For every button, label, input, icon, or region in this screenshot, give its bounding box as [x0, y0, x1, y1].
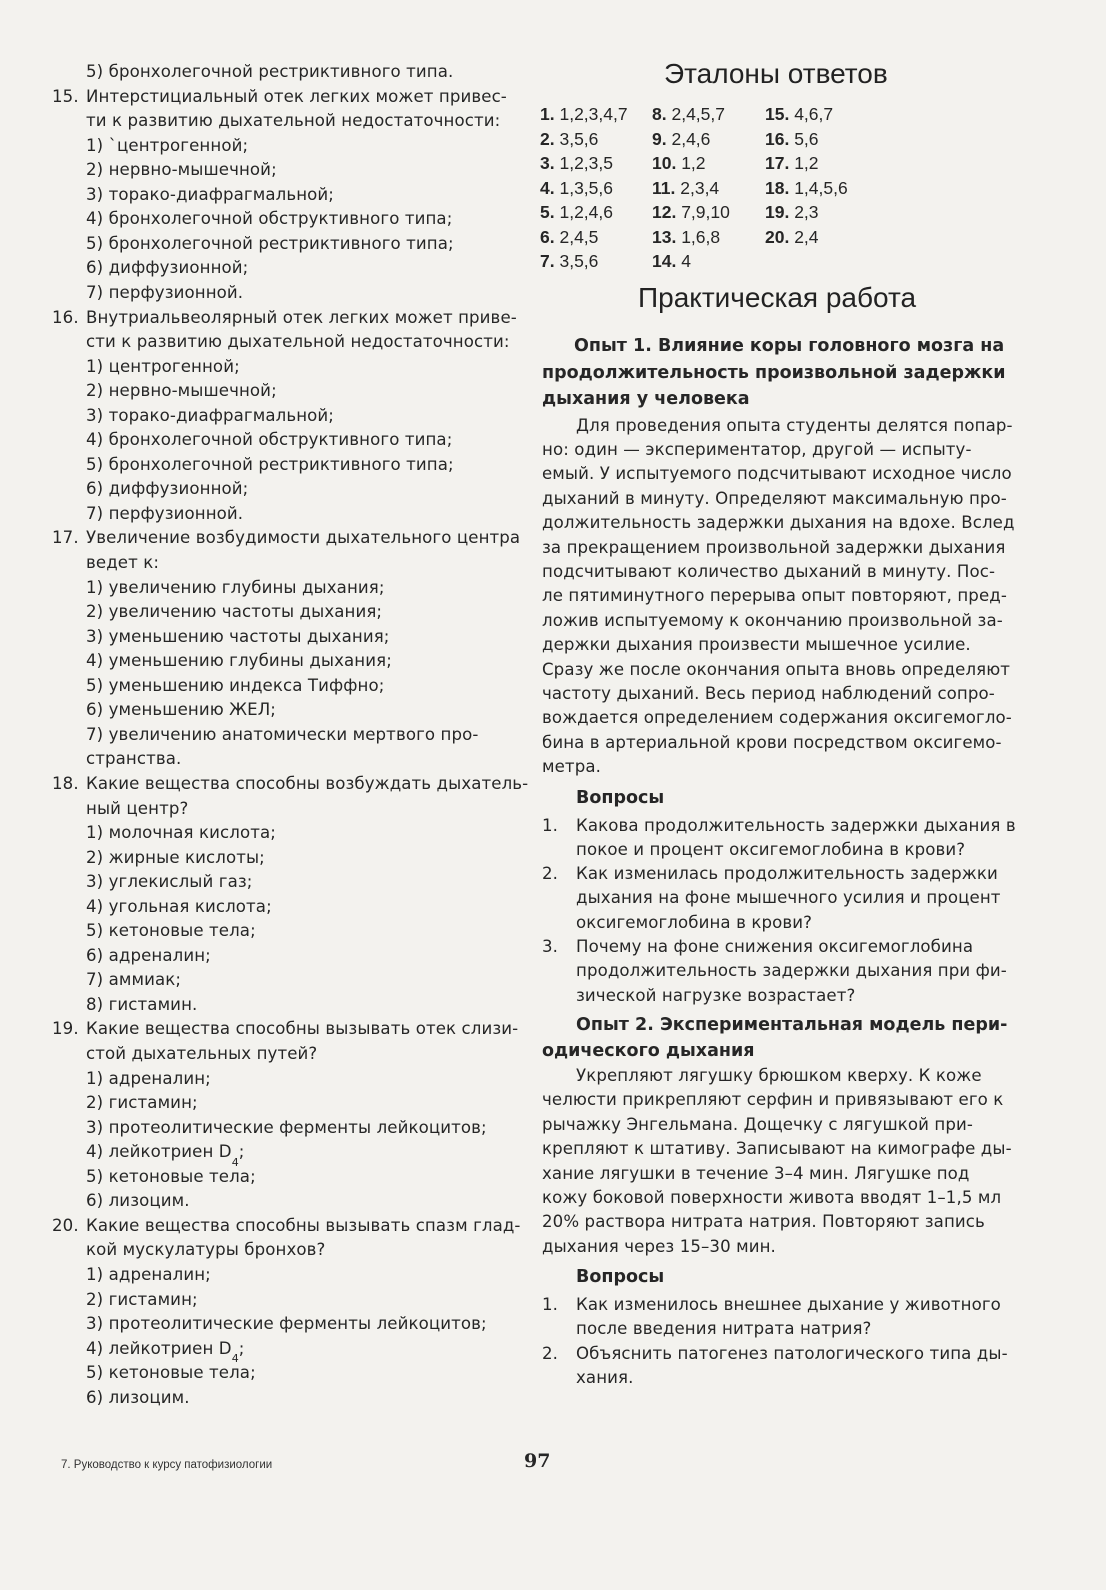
answer-key-value: 2,4	[789, 226, 819, 247]
answer-option-text: 4) бронхолегочной обструктивного типа;	[86, 430, 453, 450]
answer-key-number: 16.	[765, 128, 790, 149]
answer-option-text: 4) лейкотриен D	[86, 1142, 232, 1162]
answer-key-number: 4.	[540, 177, 555, 198]
answer-option-text: 3) торако-диафрагмальной;	[86, 184, 334, 204]
answer-key-value: 2,4,5	[554, 226, 599, 247]
answer-key-item	[540, 102, 628, 126]
answer-option	[86, 944, 211, 968]
answer-key-item	[652, 249, 691, 273]
experiment-text: подсчитывают количество дыханий в минуту. Пос-	[542, 561, 996, 581]
answer-option	[86, 1116, 487, 1140]
answer-option-text: 1) увеличению глубины дыхания;	[86, 577, 385, 597]
answer-key-value: 1,4,5,6	[789, 177, 848, 198]
answer-key-number: 7.	[540, 251, 555, 271]
answer-option-text: 3) торако-диафрагмальной;	[86, 405, 334, 425]
answer-option-text: 2) жирные кислоты;	[86, 847, 265, 867]
answer-option	[86, 453, 454, 477]
answer-option	[86, 134, 248, 158]
experiment-text: кожу боковой поверхности живота вводят 1–1,5 мл	[542, 1187, 1002, 1207]
answer-option	[86, 1263, 211, 1287]
answer-option-text: 6) лизоцим.	[86, 1191, 190, 1211]
question-text: Как изменилось внешнее дыхание у животного	[576, 1295, 1001, 1315]
experiment-text: крепляют к штативу. Записывают на кимографе ды-	[542, 1139, 1012, 1159]
list-item: 5) бронхолегочной рестриктивного типа.	[86, 62, 454, 81]
question-text: Как изменилась продолжительность задержки	[576, 864, 998, 884]
question-text: зической нагрузке возрастает?	[576, 985, 856, 1005]
answer-option-text: 4) лейкотриен D	[86, 1338, 232, 1358]
answer-key-value: 2,3,4	[675, 177, 720, 198]
answer-option	[86, 281, 243, 305]
answer-option-text: 4) бронхолегочной обструктивного типа;	[86, 209, 453, 229]
answer-option	[86, 1312, 487, 1336]
answer-option-text: 2) увеличению частоты дыхания;	[86, 602, 383, 622]
answer-key-number: 20.	[765, 226, 790, 247]
question-text: Какие вещества способны возбуждать дыхатель-	[86, 773, 529, 793]
experiment-text: Укрепляют лягушку брюшком кверху. К коже	[576, 1065, 982, 1085]
question-text: оксигемоглобина в крови?	[576, 912, 813, 932]
question-text: Интерстициальный отек легких может привес-	[86, 86, 507, 106]
answer-key-item	[540, 249, 598, 273]
answer-option-text: 3) протеолитические ферменты лейкоцитов;	[86, 1117, 487, 1137]
answer-option	[86, 846, 265, 870]
answer-option-text: 1) центрогенной;	[86, 356, 240, 376]
answer-key-item	[652, 127, 710, 151]
question-text: после введения нитрата натрия?	[576, 1319, 872, 1339]
experiment-text: хание лягушки в течение 3–4 мин. Лягушке под	[542, 1163, 970, 1183]
question-text: кой мускулатуры бронхов?	[86, 1240, 326, 1260]
question-number: 20.	[52, 1215, 79, 1235]
answer-option	[86, 576, 385, 600]
answer-option	[86, 1361, 256, 1385]
answer-option	[86, 207, 452, 231]
question-text: Какие вещества способны вызывать отек слизи-	[86, 1019, 519, 1039]
answer-option-text: 5) бронхолегочной рестриктивного типа;	[86, 454, 454, 474]
answer-option	[86, 1165, 256, 1189]
experiment-title: дыхания у человека	[542, 389, 750, 409]
answer-option	[86, 1067, 211, 1091]
answer-key-value: 1,2,4,6	[554, 202, 613, 222]
answer-option-text: 5) уменьшению индекса Тиффно;	[86, 675, 385, 695]
answer-key-number: 5.	[540, 202, 555, 222]
answer-key-value: 4	[676, 251, 691, 271]
answers-title: Эталоны ответов	[664, 58, 888, 89]
experiment-title: Опыт 1. Влияние коры головного мозга на	[574, 336, 1005, 356]
experiment-text: Для проведения опыта студенты делятся попар-	[576, 415, 1013, 435]
question-number: 15.	[52, 86, 79, 106]
answer-option	[86, 477, 248, 501]
answer-key-number: 1.	[540, 104, 555, 124]
answer-option-text: 2) нервно-мышечной;	[86, 160, 277, 180]
answer-option	[86, 649, 392, 673]
answer-option-text: 4) угольная кислота;	[86, 896, 272, 916]
answer-key-item	[540, 151, 613, 175]
answer-option	[86, 870, 252, 894]
question-text: Увеличение возбудимости дыхательного центра	[86, 528, 521, 548]
question-text: сти к развитию дыхательной недостаточности:	[86, 332, 510, 352]
subscript: 4	[231, 1351, 239, 1365]
answer-key-number: 9.	[652, 128, 667, 149]
answer-key-number: 15.	[765, 104, 790, 124]
question-text: продолжительность задержки дыхания при фи-	[576, 961, 1007, 981]
question-text: Какие вещества способны вызывать спазм глад-	[86, 1215, 521, 1235]
answer-option	[86, 698, 276, 722]
answer-option-text: 6) диффузионной;	[86, 258, 249, 278]
answer-option	[86, 600, 382, 624]
question-text: ти к развитию дыхательной недостаточности:	[86, 111, 501, 131]
answer-key-value: 2,3	[789, 202, 819, 222]
answer-key-item	[765, 127, 819, 151]
answer-option	[86, 674, 384, 698]
experiment-text: но: один — экспериментатор, другой — испыту-	[542, 439, 972, 459]
answer-option-suffix: ;	[238, 1142, 245, 1162]
question-number: 3.	[542, 937, 559, 956]
questions-title: Вопросы	[576, 1267, 665, 1288]
answer-option	[86, 1091, 198, 1115]
answer-key-value: 2,4,5,7	[666, 104, 725, 124]
answer-key-number: 13.	[652, 226, 677, 247]
answer-key-value: 2,4,6	[666, 128, 711, 149]
answer-key-number: 18.	[765, 177, 790, 198]
question-number: 17.	[52, 528, 79, 548]
answer-option	[86, 158, 277, 182]
answer-key-item	[652, 225, 720, 249]
answer-key-number: 11.	[652, 177, 676, 198]
answer-key-item	[652, 102, 725, 126]
answer-option-text: 2) гистамин;	[86, 1093, 198, 1113]
answer-option	[86, 355, 240, 379]
experiment-text: дыхания через 15–30 мин.	[542, 1236, 776, 1256]
question-text: хания.	[576, 1368, 634, 1387]
answer-option	[86, 232, 454, 256]
answer-key-item	[765, 151, 819, 175]
experiment-title: одического дыхания	[542, 1040, 755, 1061]
answer-key-value: 1,2,3,4,7	[554, 104, 628, 124]
subscript: 4	[231, 1155, 239, 1169]
experiment-text: частоту дыханий. Весь период наблюдений сопро-	[542, 683, 995, 703]
answer-key-value: 1,2	[676, 153, 706, 173]
page-number: 97	[524, 1450, 551, 1472]
answer-option	[86, 993, 197, 1017]
answer-option	[86, 1386, 190, 1410]
answer-option	[86, 625, 389, 649]
answer-key-number: 10.	[652, 153, 677, 173]
question-text: Какова продолжительность задержки дыхания в	[576, 815, 1016, 835]
experiment-text: за прекращением произвольной задержки дыхания	[542, 537, 1006, 557]
experiment-text: держки дыхания произвести мышечное усилие.	[542, 635, 971, 655]
experiment-text: Сразу же после окончания опыта вновь определяют	[542, 659, 1011, 679]
answer-option-text: 7) перфузионной.	[86, 503, 244, 523]
answer-option-suffix: ;	[238, 1338, 245, 1358]
answer-option-text: 7) увеличению анатомически мертвого про-	[86, 724, 479, 744]
answer-key-item	[652, 151, 706, 175]
experiment-text: челюсти прикрепляют серфин и привязывают его к	[542, 1090, 1004, 1110]
question-text: покое и процент оксигемоглобина в крови?	[576, 839, 966, 859]
answer-option	[86, 821, 276, 845]
experiment-text: вождается определением содержания оксигемогло-	[542, 708, 1012, 728]
experiment-title: продолжительность произвольной задержки	[542, 362, 1006, 383]
answer-key-value: 7,9,10	[676, 202, 730, 222]
answer-option	[86, 404, 334, 428]
answer-key-value: 3,5,6	[554, 128, 599, 149]
experiment-text: емый. У испытуемого подсчитывают исходное число	[542, 464, 1012, 484]
answer-option-text: 7) перфузионной.	[86, 282, 244, 302]
answer-option-text: 3) уменьшению частоты дыхания;	[86, 626, 390, 646]
answer-key-value: 4,6,7	[789, 104, 834, 124]
question-text: Почему на фоне снижения оксигемоглобина	[576, 937, 974, 956]
answer-key-number: 8.	[652, 104, 667, 124]
experiment-text: рычажку Энгельмана. Дощечку с лягушкой при-	[542, 1114, 973, 1134]
answer-option	[86, 1288, 198, 1312]
answer-key-item	[652, 200, 730, 224]
answer-key-value: 1,6,8	[676, 226, 721, 247]
answer-key-number: 2.	[540, 128, 555, 149]
answer-key-value: 1,3,5,6	[554, 177, 613, 198]
answer-option-text: 3) углекислый газ;	[86, 872, 253, 892]
answer-option	[86, 968, 181, 992]
answer-option-text: 4) уменьшению глубины дыхания;	[86, 651, 392, 671]
answer-option	[86, 895, 272, 919]
answer-option	[86, 723, 478, 747]
answer-option-text: 6) уменьшению ЖЕЛ;	[86, 700, 276, 720]
answer-key-number: 19.	[765, 202, 790, 222]
answer-key-item	[540, 225, 598, 249]
answer-option-text: 5) кетоновые тела;	[86, 1363, 256, 1383]
experiment-text: ле пятиминутного перерыва опыт повторяют, пред-	[542, 586, 1007, 606]
answer-key-number: 6.	[540, 226, 555, 247]
answer-option	[86, 428, 452, 452]
answer-key-item	[765, 200, 819, 224]
answer-option-text: 5) бронхолегочной рестриктивного типа;	[86, 233, 454, 253]
experiment-text: метра.	[542, 757, 601, 777]
answer-option	[86, 919, 256, 943]
answer-key-value: 1,2,3,5	[554, 153, 613, 173]
answer-key-value: 1,2	[789, 153, 819, 173]
answer-option-text: 1) адреналин;	[86, 1264, 211, 1284]
question-number: 19.	[52, 1019, 79, 1039]
experiment-text: дыханий в минуту. Определяют максимальную про-	[542, 488, 1007, 508]
question-text: стой дыхательных путей?	[86, 1044, 318, 1063]
answer-option-text: 2) нервно-мышечной;	[86, 381, 277, 401]
answer-option	[86, 502, 243, 526]
experiment-text: 20% раствора нитрата натрия. Повторяют запись	[542, 1212, 985, 1232]
answer-option-text: 7) аммиак;	[86, 970, 182, 990]
answer-option-text: странства.	[86, 749, 182, 769]
answer-key-value: 3,5,6	[554, 251, 599, 271]
question-text: ведет к:	[86, 553, 160, 572]
answer-key-number: 12.	[652, 202, 677, 222]
question-text: дыхания на фоне мышечного усилия и процент	[576, 888, 1001, 908]
answer-option-text: 6) лизоцим.	[86, 1387, 190, 1407]
answer-option	[86, 747, 181, 771]
answer-option	[86, 183, 334, 207]
experiment-text: бина в артериальной крови посредством оксигемо-	[542, 732, 1002, 752]
answer-option	[86, 379, 277, 403]
question-number: 2.	[542, 864, 559, 884]
answer-key-number: 17.	[765, 153, 790, 173]
answer-option-text: 3) протеолитические ферменты лейкоцитов;	[86, 1314, 487, 1334]
question-number: 2.	[542, 1343, 559, 1363]
question-number: 18.	[52, 773, 79, 793]
experiment-text: должительность задержки дыхания на вдохе. Вслед	[542, 513, 1015, 533]
footer-book-title: 7. Руководство к курсу патофизиологии	[61, 1459, 273, 1471]
question-text: ный центр?	[86, 798, 189, 818]
practical-title: Практическая работа	[638, 282, 917, 313]
question-text: Внутриальвеолярный отек легких может приве-	[86, 307, 517, 327]
answer-option-text: 5) кетоновые тела;	[86, 1166, 256, 1186]
questions-title: Вопросы	[576, 787, 665, 808]
answer-key-item	[540, 200, 613, 224]
question-number: 1.	[542, 1295, 559, 1315]
answer-option	[86, 256, 248, 280]
answer-key-item	[765, 225, 819, 249]
answer-option-text: 8) гистамин.	[86, 994, 198, 1014]
answer-option-text: 1) адреналин;	[86, 1068, 211, 1088]
answer-key-number: 14.	[652, 251, 677, 271]
answer-key-item	[765, 176, 848, 200]
answer-key-item	[765, 102, 833, 126]
question-number: 1.	[542, 815, 559, 835]
experiment-title: Опыт 2. Экспериментальная модель пери-	[576, 1014, 1008, 1035]
answer-key-number: 3.	[540, 153, 555, 173]
question-text: Объяснить патогенез патологического типа ды-	[576, 1343, 1008, 1363]
answer-key-item	[540, 127, 598, 151]
answer-key-item	[652, 176, 719, 200]
answer-key-item	[540, 176, 613, 200]
answer-option-text: 5) кетоновые тела;	[86, 921, 256, 941]
answer-option-text: 2) гистамин;	[86, 1289, 198, 1309]
answer-option-text: 1) `центрогенной;	[86, 135, 249, 155]
experiment-text: ложив испытуемому к окончанию произвольной за-	[542, 610, 1003, 630]
answer-option-text: 1) молочная кислота;	[86, 823, 276, 843]
question-number: 16.	[52, 307, 79, 327]
answer-key-value: 5,6	[789, 128, 819, 149]
answer-option-text: 6) адреналин;	[86, 945, 211, 965]
answer-option	[86, 1189, 190, 1213]
answer-option-text: 6) диффузионной;	[86, 479, 249, 499]
